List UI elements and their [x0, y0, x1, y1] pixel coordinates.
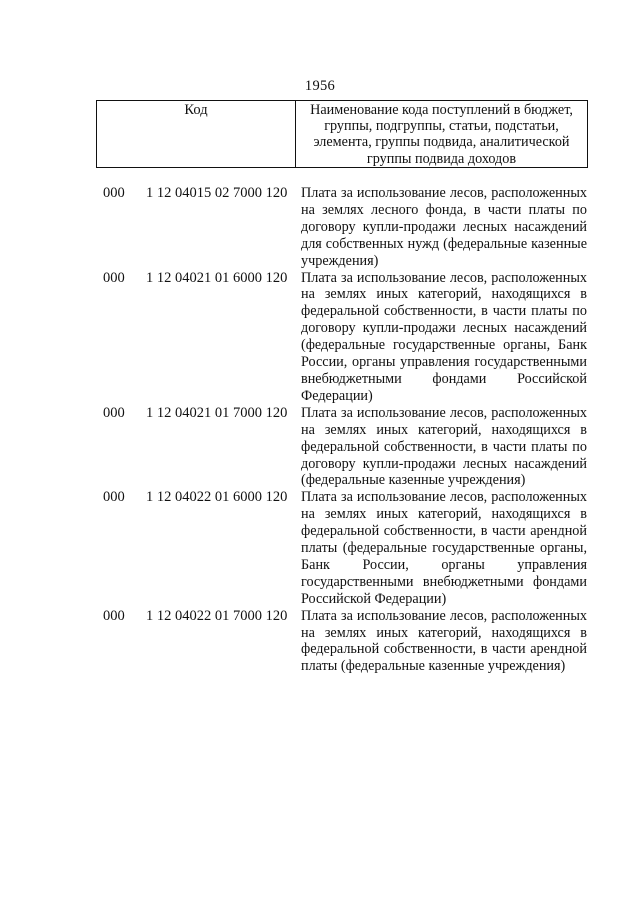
revenue-code: 1 12 04015 02 7000 120 — [146, 185, 288, 201]
table-row — [0, 608, 640, 676]
table-row — [0, 405, 640, 490]
table-row — [0, 185, 640, 270]
header-name-column: Наименование кода поступлений в бюджет, группы, подгруппы, статьи, подстатьи, элемента, группы подвида, аналитической группы подвида доходов — [310, 102, 573, 167]
admin-code: 000 — [103, 185, 125, 201]
revenue-code: 1 12 04022 01 6000 120 — [146, 489, 288, 506]
page-number: 1956 — [304, 78, 336, 94]
admin-code: 000 — [103, 269, 125, 286]
revenue-description: Плата за использование лесов, расположенных на землях иных категорий, находящихся в федеральной собственности, в части платы по договору купли-продажи лесных насаждений (федеральные казенные учреждения) — [301, 404, 587, 489]
revenue-code: 1 12 04022 01 7000 120 — [146, 607, 288, 624]
table-row — [0, 270, 640, 405]
admin-code: 000 — [103, 489, 125, 506]
revenue-code-list — [0, 185, 640, 675]
revenue-code: 1 12 04021 01 6000 120 — [146, 269, 288, 286]
revenue-code: 1 12 04021 01 7000 120 — [146, 404, 288, 421]
revenue-description: Плата за использование лесов, расположенных на землях иных категорий, находящихся в федеральной собственности, в части арендной платы (федеральные государственные органы, Банк России, органы управления государственными внебюджетными фондами Российской Федерации) — [301, 489, 587, 607]
revenue-description: Плата за использование лесов, расположенных на землях иных категорий, находящихся в федеральной собственности, в части арендной платы (федеральные казенные учреждения) — [301, 607, 587, 675]
admin-code: 000 — [103, 607, 125, 624]
revenue-description: Плата за использование лесов, расположенных на землях иных категорий, находящихся в федеральной собственности, в части платы по договору купли-продажи лесных насаждений (федеральные государственные органы, Банк России, органы управления государственными внебюджетными фондами Российской Федерации) — [301, 269, 587, 404]
table-header — [96, 100, 588, 168]
header-code-column: Код — [97, 101, 296, 167]
admin-code: 000 — [103, 404, 125, 421]
table-row — [0, 489, 640, 607]
revenue-description: Плата за использование лесов, расположенных на землях лесного фонда, в части платы по договору купли-продажи лесных насаждений для собственных нужд (федеральные казенные учреждения) — [301, 185, 587, 269]
